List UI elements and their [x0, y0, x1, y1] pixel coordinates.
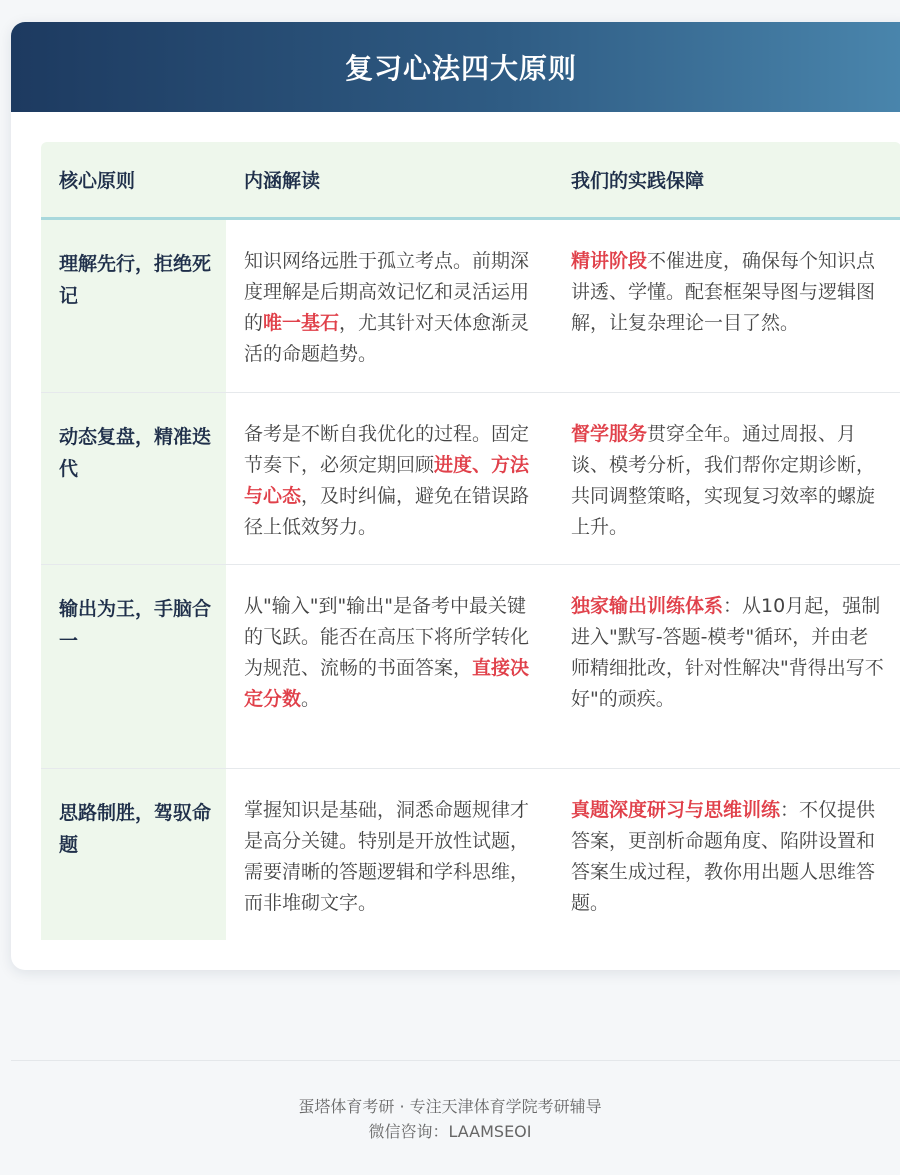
table-row [41, 393, 900, 565]
principles-table [41, 142, 900, 940]
practice-highlight: 独家输出训练体系 [571, 595, 724, 617]
column-header-principle: 核心原则 [59, 170, 136, 192]
column-header-meaning: 内涵解读 [244, 170, 321, 192]
practice-text: ：不仅提供答案，更剖析命题角度、陷阱设置和答案生成过程，教你用出题人思维答题。 [571, 799, 876, 914]
practice-highlight: 真题深度研习与思维训练 [571, 799, 781, 821]
footer-contact: 微信咨询：LAAMSEOI [368, 1122, 532, 1141]
column-header-practice: 我们的实践保障 [571, 170, 705, 192]
meaning-text: 知识网络远胜于孤立考点。前期深度理解是后期高效记忆和灵活运用的 [244, 250, 530, 334]
meaning-text-end: ，及时纠偏，避免在错误路径上低效努力。 [244, 485, 530, 538]
footer-divider [11, 1060, 900, 1061]
meaning-cell [226, 220, 553, 392]
page-title: 复习心法四大原则 [344, 52, 577, 85]
meaning-highlight: 进度、方法与心态 [244, 454, 530, 507]
meaning-cell [226, 769, 553, 940]
meaning-text: 掌握知识是基础，洞悉命题规律才是高分关键。特别是开放性试题，需要清晰的答题逻辑和学科思维，而非堆砌文字。 [244, 799, 530, 914]
practice-text: 不催进度，确保每个知识点讲透、学懂。配套框架导图与逻辑图解，让复杂理论一目了然。 [571, 250, 876, 334]
practice-cell [553, 565, 900, 768]
meaning-highlight: 直接决定分数 [244, 657, 530, 710]
practice-cell [553, 220, 900, 392]
practice-highlight: 精讲阶段 [571, 250, 648, 272]
practice-highlight: 督学服务 [571, 423, 648, 445]
meaning-text: 备考是不断自我优化的过程。固定节奏下，必须定期回顾 [244, 423, 530, 476]
table-row [41, 769, 900, 940]
practice-cell [553, 393, 900, 564]
principles-card [11, 22, 900, 970]
meaning-highlight: 唯一基石 [263, 312, 340, 334]
principle-cell: 理解先行，拒绝死记 [41, 220, 226, 392]
table-header [41, 142, 900, 220]
principle-cell: 思路制胜，驾驭命题 [41, 769, 226, 940]
meaning-text-end: 。 [301, 688, 321, 710]
principle-cell: 输出为王，手脑合一 [41, 565, 226, 768]
meaning-text: 从"输入"到"输出"是备考中最关键的飞跃。能否在高压下将所学转化为规范、流畅的书面答案， [244, 595, 530, 679]
card-header [11, 22, 900, 112]
footer-brand: 蛋塔体育考研 · 专注天津体育学院考研辅导 [298, 1097, 602, 1116]
meaning-cell [226, 393, 553, 564]
meaning-cell [226, 565, 553, 768]
table-row [41, 565, 900, 769]
principle-cell: 动态复盘，精准迭代 [41, 393, 226, 564]
practice-text: ：从10月起，强制进入"默写-答题-模考"循环，并由老师精细批改，针对性解决"背得出写不好"的顽疾。 [571, 595, 884, 710]
practice-text: 贯穿全年。通过周报、月谈、模考分析，我们帮你定期诊断，共同调整策略，实现复习效率的螺旋上升。 [571, 423, 876, 538]
meaning-text-end: ，尤其针对天体愈渐灵活的命题趋势。 [244, 312, 530, 365]
practice-cell [553, 769, 900, 940]
footer [0, 1094, 900, 1144]
table-row [41, 220, 900, 393]
